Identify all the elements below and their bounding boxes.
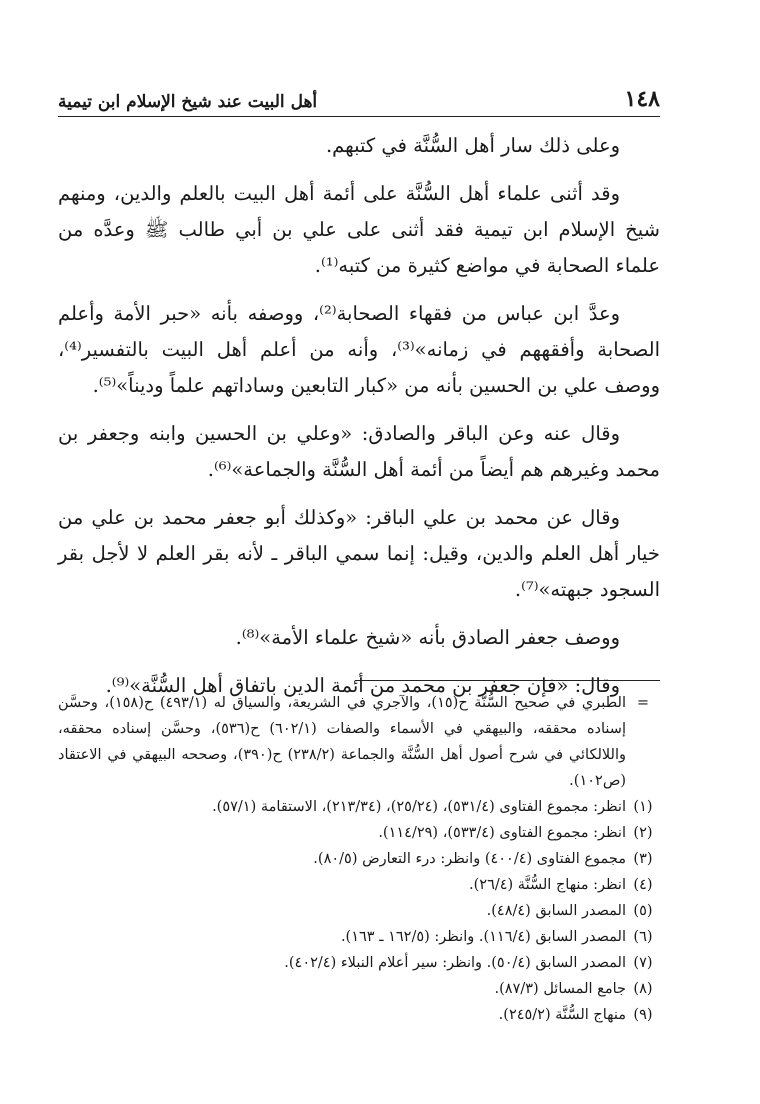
continuation-marker: = (636, 695, 650, 711)
footnote-continuation (58, 690, 660, 794)
footnote-number: (٩) (633, 1007, 653, 1023)
footnote-number: (١) (633, 799, 653, 815)
footnote-item (58, 976, 660, 1002)
footnote-item (58, 950, 660, 976)
footnote-item (58, 1002, 660, 1028)
footnote-item (58, 898, 660, 924)
page-number: ١٤٨ (624, 86, 660, 112)
footnote-number: (٧) (633, 955, 653, 971)
running-title: أهل البيت عند شيخ الإسلام ابن تيمية (58, 92, 318, 112)
main-text (58, 128, 660, 716)
paragraph: وقال: «فإن جعفر بن محمد من أئمة الدين باتفاق أهل السُّنَّة»⁽⁹⁾. (105, 674, 620, 697)
footnote-text: انظر: منهاج السُّنَّة (٢٦/٤). (469, 877, 626, 893)
paragraph: وعدَّ ابن عباس من فقهاء الصحابة⁽²⁾، ووصفه بأنه «حبر الأمة وأعلم الصحابة وأفقههم في زمانه»⁽³⁾، وأنه من أعلم أهل البيت بالتفسير⁽⁴⁾، ووصف علي بن الحسين بأنه من «كبار التابعين وساداتهم علماً وديناً»⁽⁵⁾. (58, 302, 660, 397)
paragraph: ووصف جعفر الصادق بأنه «شيخ علماء الأمة»⁽⁸⁾. (235, 626, 620, 649)
paragraph: وعلى ذلك سار أهل السُّنَّة في كتبهم. (325, 134, 620, 157)
footnote-text: انظر: مجموع الفتاوى (٥٣٣/٤)، (١١٤/٢٩). (378, 825, 626, 841)
footnote-text: المصدر السابق (٤٨/٤). (486, 903, 626, 919)
footnote-number: (٨) (633, 981, 653, 997)
footnote-text: مجموع الفتاوى (٤٠٠/٤) وانظر: درء التعارض (٨٠/٥). (313, 851, 626, 867)
footnote-item (58, 924, 660, 950)
footnotes (58, 690, 660, 1028)
footnote-item (58, 794, 660, 820)
footnote-number: (٦) (633, 929, 653, 945)
footnote-text: المصدر السابق (١١٦/٤). وانظر: (١٦٢/٥ ـ ١٦٣). (340, 929, 626, 945)
paragraph: وقد أثنى علماء أهل السُّنَّة على أئمة أهل البيت بالعلم والدين، ومنهم شيخ الإسلام ابن تيمية فقد أثنى على علي بن أبي طالب ﷺ وعدَّه من علماء الصحابة في مواضع كثيرة من كتبه⁽¹⁾. (58, 182, 660, 277)
footnote-text: منهاج السُّنَّة (٢٤٥/٢). (498, 1007, 626, 1023)
footnote-text: المصدر السابق (٥٠/٤). وانظر: سير أعلام النبلاء (٤٠٢/٤). (284, 955, 626, 971)
footnote-text: جامع المسائل (٨٧/٣). (494, 981, 626, 997)
paragraph: وقال عنه وعن الباقر والصادق: «وعلي بن الحسين وابنه وجعفر بن محمد وغيرهم هم أيضاً من أئمة أهل السُّنَّة والجماعة»⁽⁶⁾. (58, 422, 660, 481)
footnote-number: (٢) (633, 825, 653, 841)
footnote-item (58, 872, 660, 898)
footnote-item (58, 820, 660, 846)
footnote-item (58, 846, 660, 872)
page-header (58, 78, 660, 117)
footnote-text: الطبري في صحيح السُّنَّة ح(١٥)، والآجري في الشريعة، والسياق له (٤٩٣/١) ح(١٥٨)، وحسَّن إسناده محققه، والبيهقي في الأسماء والصفات (٦٠٢/١) ح(٥٣٦)، وحسَّن إسناده محققه، واللالكائي في شرح أصول أهل السُّنَّة والجماعة (٢٣٨/٢) ح(٣٩٠)، وصححه البيهقي في الاعتقاد (ص١٠٢). (58, 695, 626, 789)
footnote-number: (٥) (633, 903, 653, 919)
footnote-number: (٤) (633, 877, 653, 893)
footnote-number: (٣) (633, 851, 653, 867)
footnote-divider (355, 680, 660, 681)
footnote-text: انظر: مجموع الفتاوى (٥٣١/٤)، (٢٥/٢٤)، (٢١٣/٣٤)، الاستقامة (٥٧/١). (212, 799, 626, 815)
paragraph: وقال عن محمد بن علي الباقر: «وكذلك أبو جعفر محمد بن علي من خيار أهل العلم والدين، وقيل: إنما سمي الباقر ـ لأنه بقر العلم لا لأجل بقر السجود جبهته»⁽⁷⁾. (58, 506, 660, 601)
